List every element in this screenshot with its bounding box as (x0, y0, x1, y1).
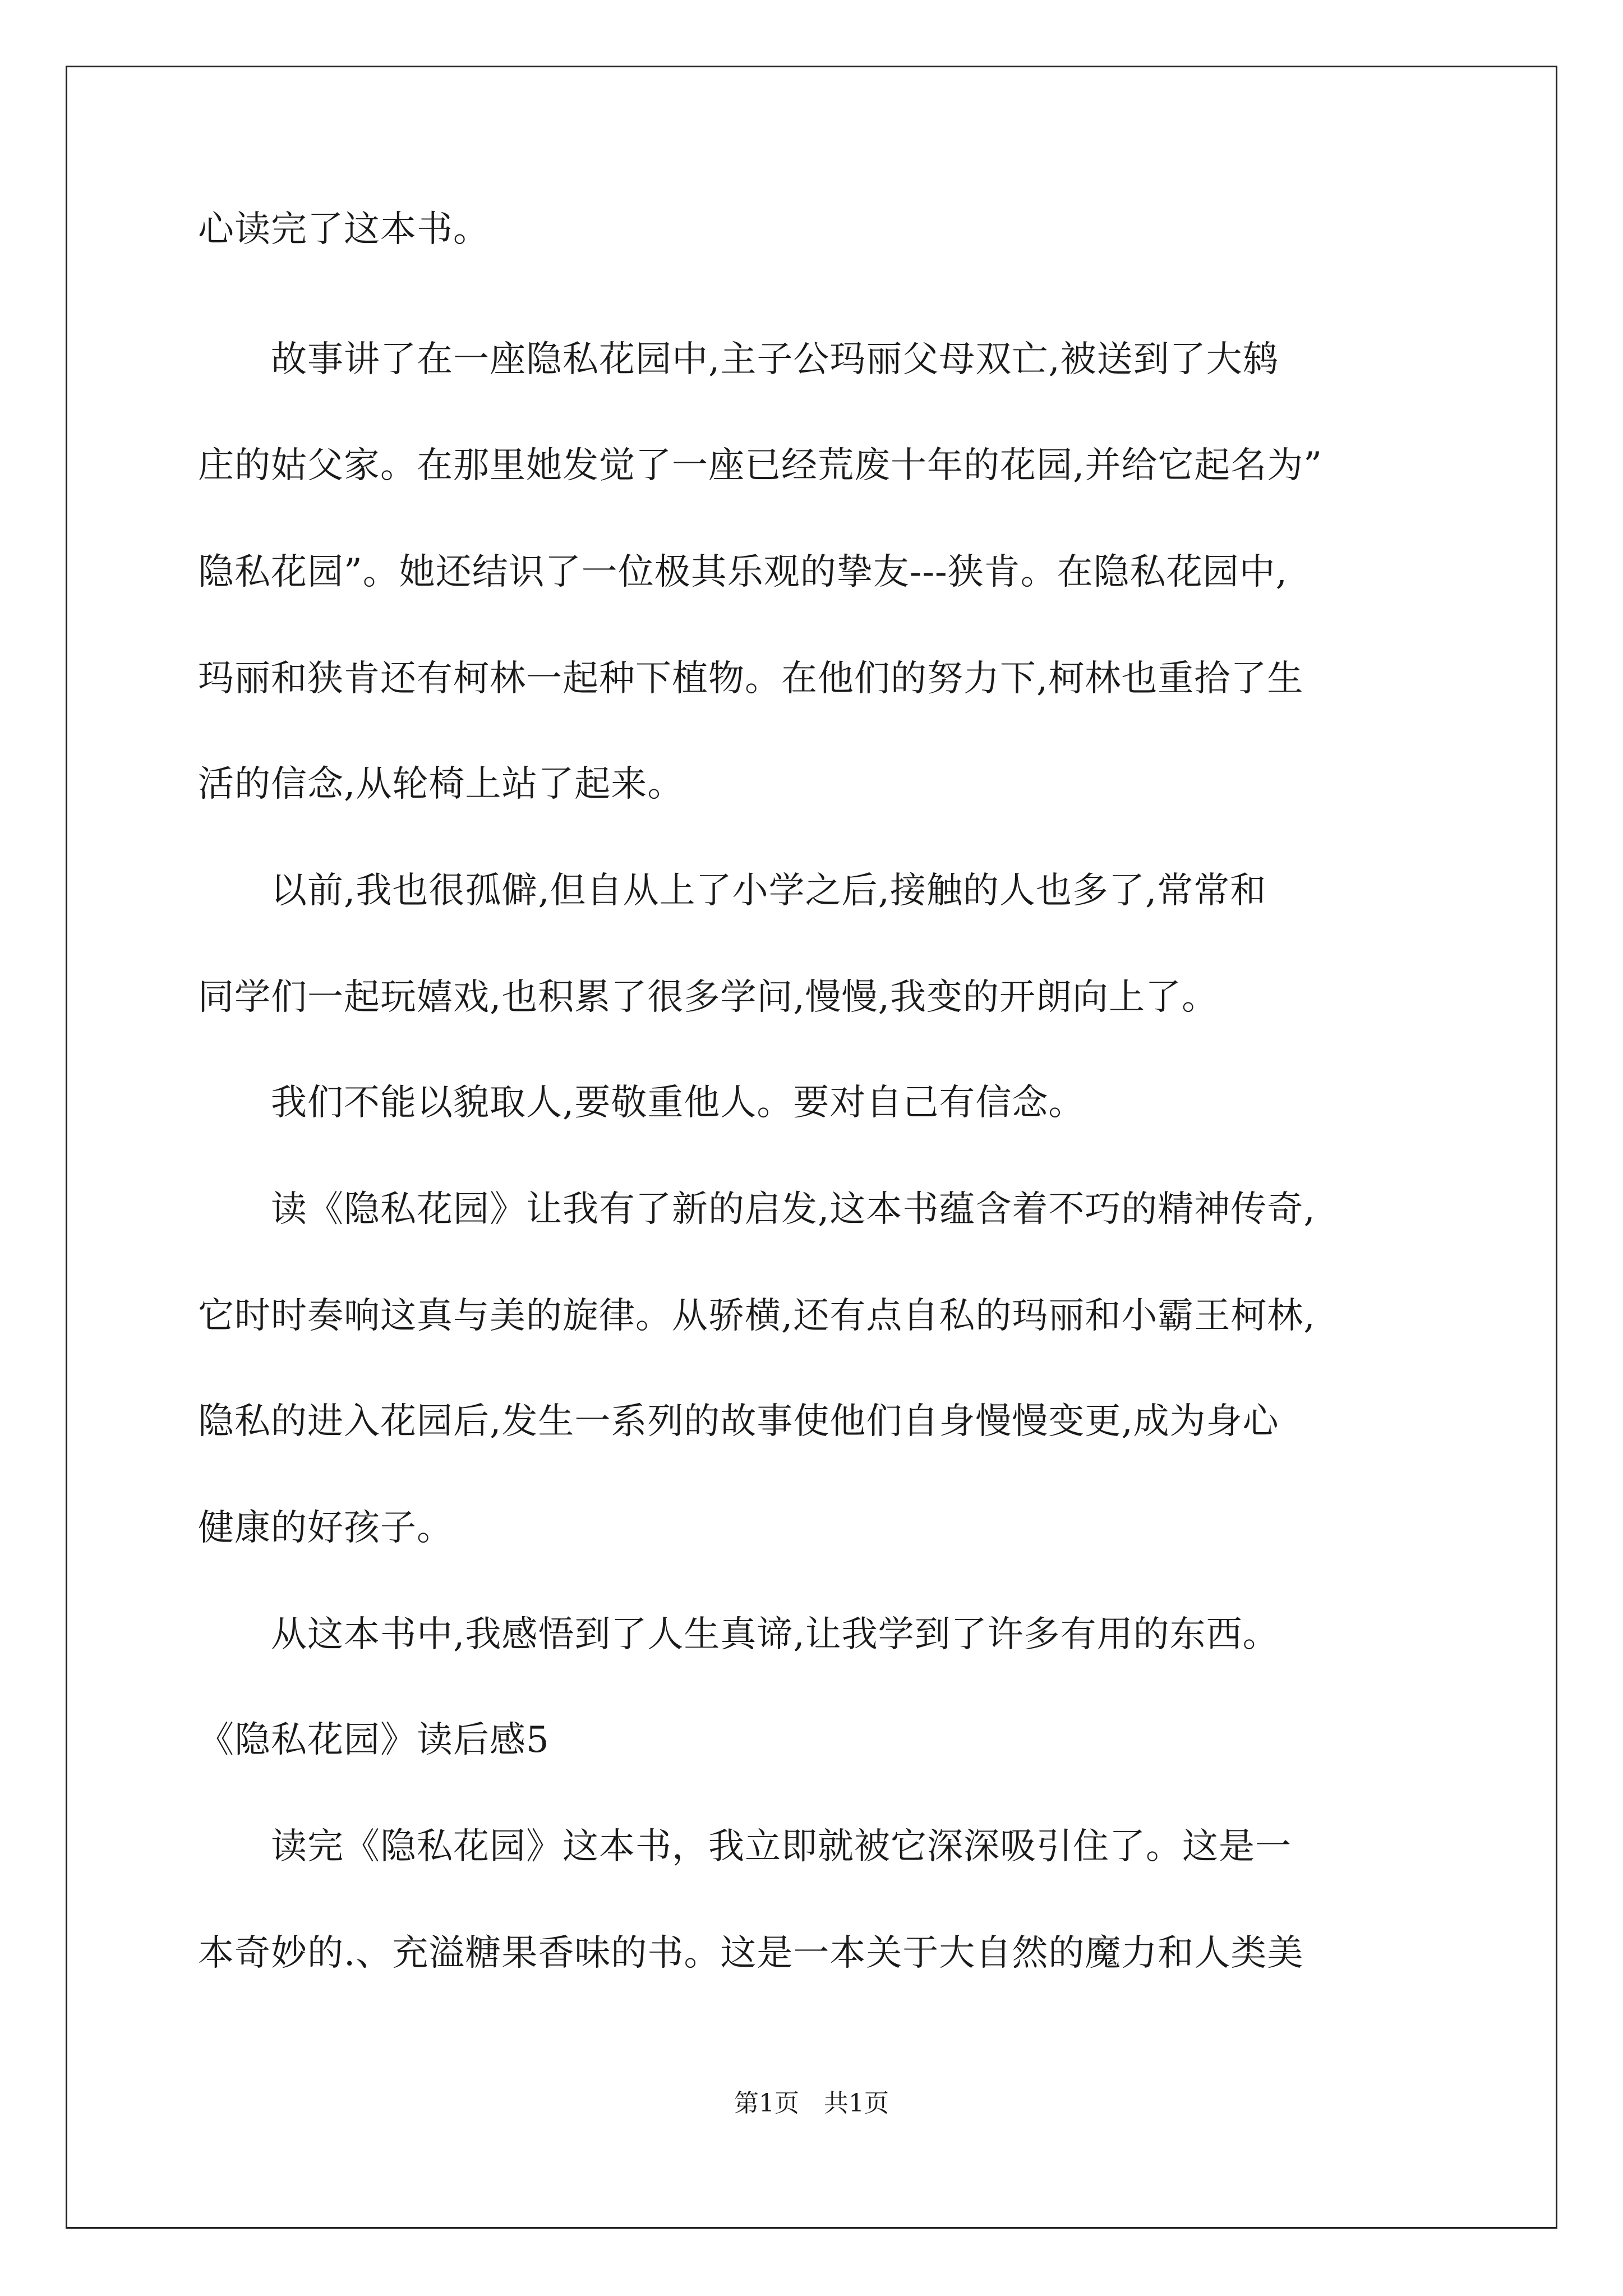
text-line: 它时时奏响这真与美的旋律。从骄横,还有点自私的玛丽和小霸王柯林, (198, 1295, 1316, 1337)
text-line: 我们不能以貌取人,要敬重他人。要对自己有信念。 (198, 1082, 1085, 1124)
page-footer: 第1页 共1页 (734, 2089, 889, 2118)
text-line: 以前,我也很孤僻,但自从上了小学之后,接触的人也多了,常常和 (198, 870, 1267, 912)
section-heading: 《隐私花园》读后感5 (198, 1719, 550, 1761)
text-line: 健康的好孩子。 (198, 1507, 453, 1549)
text-line: 活的信念,从轮椅上站了起来。 (198, 763, 684, 805)
text-line: 隐私花园”。她还结识了一位极其乐观的挚友---狭肯。在隐私花园中, (198, 551, 1288, 593)
text-line: 心读完了这本书。 (198, 209, 490, 250)
page-border (66, 66, 1557, 2229)
text-line: 本奇妙的.、充溢糖果香味的书。这是一本关于大自然的魔力和人类美 (198, 1932, 1304, 1974)
text-line: 庄的姑父家。在那里她发觉了一座已经荒废十年的花园,并给它起名为” (198, 445, 1323, 486)
text-line: 隐私的进入花园后,发生一系列的故事使他们自身慢慢变更,成为身心 (198, 1401, 1279, 1442)
text-line: 玛丽和狭肯还有柯林一起种下植物。在他们的努力下,柯林也重拾了生 (198, 658, 1304, 700)
text-line: 从这本书中,我感悟到了人生真谛,让我学到了许多有用的东西。 (198, 1614, 1279, 1655)
text-line: 读《隐私花园》让我有了新的启发,这本书蕴含着不巧的精神传奇, (198, 1189, 1316, 1230)
text-line: 读完《隐私花园》这本书，我立即就被它深深吸引住了。这是一 (198, 1826, 1292, 1867)
text-line: 同学们一起玩嬉戏,也积累了很多学问,慢慢,我变的开朗向上了。 (198, 977, 1219, 1018)
text-line: 故事讲了在一座隐私花园中,主子公玛丽父母双亡,被送到了大鸫 (198, 339, 1279, 380)
